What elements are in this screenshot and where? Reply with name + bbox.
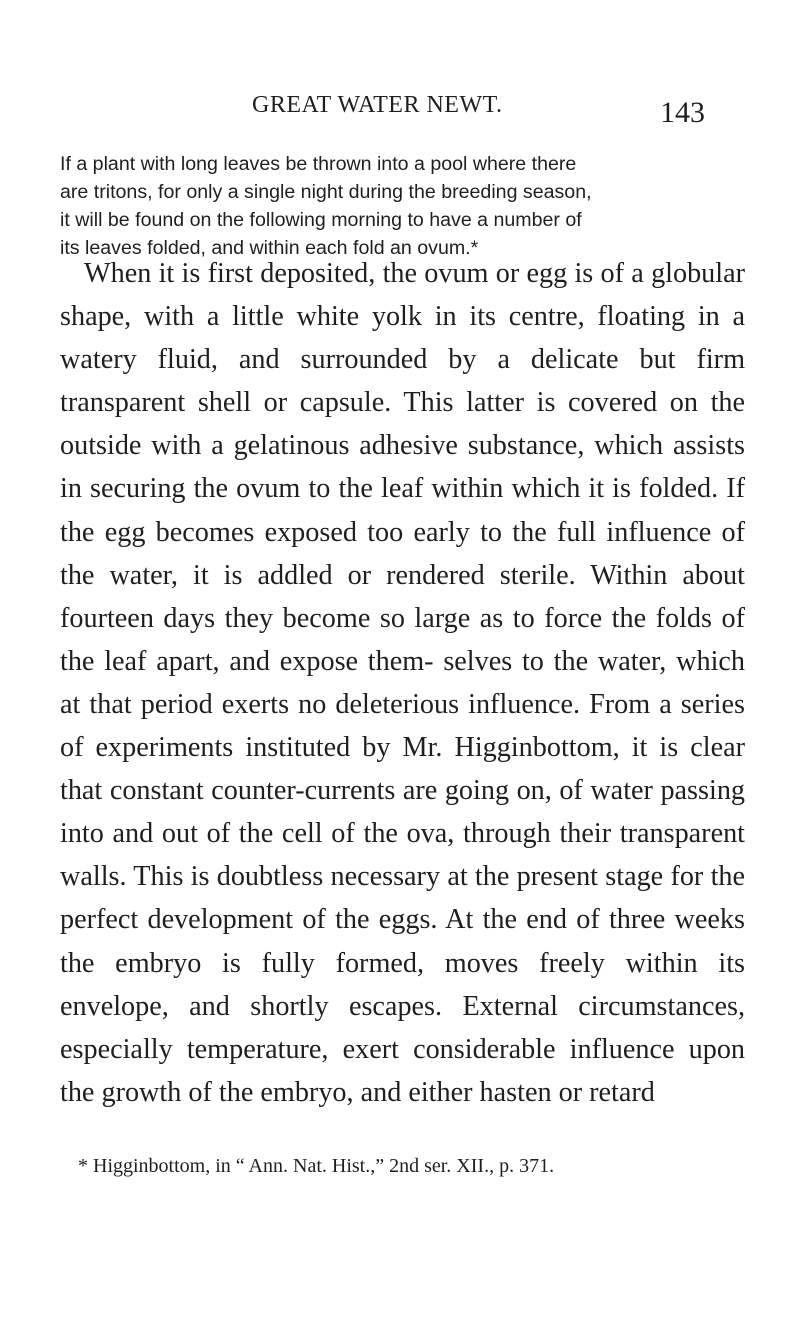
text-line: of the water, it is addled or rendered sterile. <box>60 516 746 591</box>
page-number: 143 <box>660 96 705 129</box>
body-paragraph <box>60 252 745 1114</box>
text-line: instituted by Mr. Higginbottom, it is clear that <box>60 732 746 807</box>
footnote: * Higginbottom, in “ Ann. Nat. Hist.,” 2nd ser. XII., p. 371. <box>78 1155 555 1177</box>
text-line: at the present stage for the perfect development of <box>60 861 746 936</box>
text-line: egg becomes exposed too early to the full influence <box>104 516 712 548</box>
text-line: deleterious influence. From a series of experiments <box>60 688 745 764</box>
text-line: ovum to the leaf within which it is folded. If the <box>60 473 745 548</box>
text-line: If a plant with long leaves be thrown into a pool where there <box>60 153 577 175</box>
text-line: selves to the water, which at that period exerts no <box>60 645 746 720</box>
text-line: growth of the embryo, and either hasten or retard <box>101 1076 655 1108</box>
text-line: temperature, exert considerable influence upon the <box>60 1033 746 1108</box>
intro-paragraph <box>60 150 745 262</box>
text-line: latter is covered on the outside with a gelatinous <box>60 387 746 462</box>
text-line: floating in a watery fluid, and surrounded by a <box>60 301 746 376</box>
text-line: When it is first deposited, the ovum or egg is of a <box>84 258 644 289</box>
text-line: fully formed, moves freely within its envelope, and <box>60 947 745 1022</box>
text-line: shortly escapes. External circumstances, especially <box>60 990 746 1065</box>
text-line: it will be found on the following morning to have a number of <box>60 209 582 231</box>
text-line: Within about fourteen days they become so large as <box>60 559 745 634</box>
text-line: are tritons, for only a single night during the breeding season, <box>60 181 592 203</box>
text-line: passing into and out of the cell of the ova, through <box>60 775 746 850</box>
text-line: their transparent walls. This is doubtless necessary <box>60 818 746 893</box>
text-line: the eggs. At the end of three weeks the embryo is <box>60 904 745 979</box>
text-line: globular shape, with a little white yolk in its centre, <box>60 258 745 333</box>
running-title: GREAT WATER NEWT. <box>252 92 503 118</box>
text-line: adhesive substance, which assists in securing the <box>60 430 745 505</box>
page-header <box>0 92 800 132</box>
text-line: to force the folds of the leaf apart, and expose them- <box>60 602 745 677</box>
text-line: constant counter-currents are going on, of water <box>109 775 653 807</box>
text-line: delicate but firm transparent shell or capsule. This <box>60 344 745 419</box>
text-line: its leaves folded, and within each fold an ovum.* <box>60 237 479 259</box>
